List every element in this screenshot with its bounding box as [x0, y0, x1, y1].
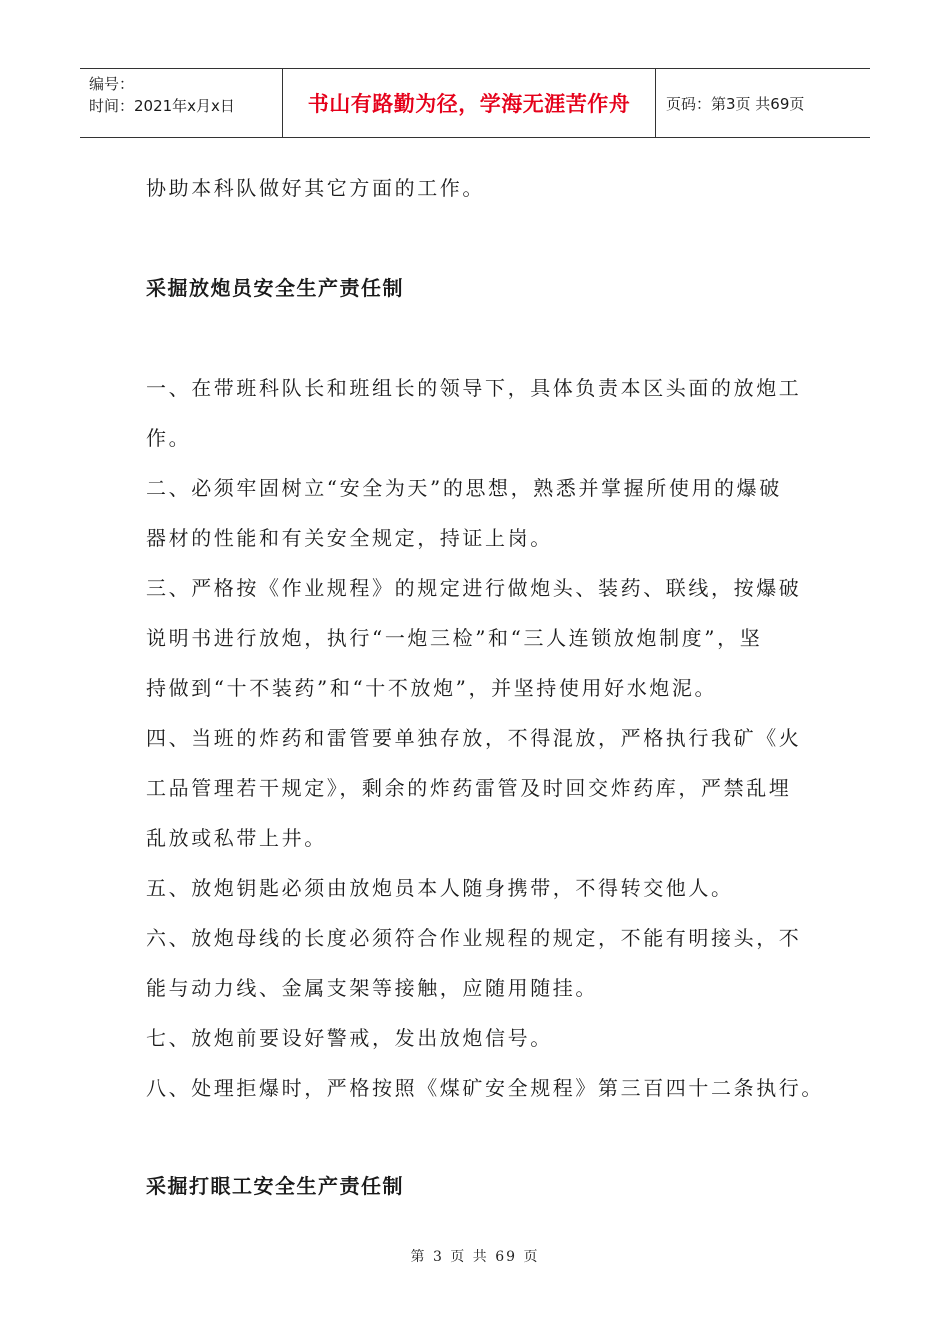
body-line: 三、严格按《作业规程》的规定进行做炮头、装药、联线，按爆破: [146, 576, 802, 600]
page-footer: 第 3 页 共 69 页: [410, 1249, 540, 1265]
body-line: 器材的性能和有关安全规定，持证上岗。: [146, 526, 553, 550]
body-line: 二、必须牢固树立“安全为天”的思想，熟悉并掌握所使用的爆破: [146, 476, 782, 500]
body-line: 作。: [146, 426, 192, 450]
body-line: 乱放或私带上井。: [146, 826, 327, 850]
body-line: 一、在带班科队长和班组长的领导下，具体负责本区头面的放炮工: [146, 376, 802, 400]
body-line: 八、处理拒爆时，严格按照《煤矿安全规程》第三百四十二条执行。: [146, 1076, 824, 1100]
body-line: 能与动力线、金属支架等接触，应随用随挂。: [146, 976, 598, 1000]
body-line: 七、放炮前要设好警戒，发出放炮信号。: [146, 1026, 553, 1050]
number-label: 编号：: [89, 75, 135, 93]
body-line: 四、当班的炸药和雷管要单独存放，不得混放，严格执行我矿《火: [146, 726, 802, 750]
section-heading-blaster: 采掘放炮员安全生产责任制: [146, 276, 404, 300]
body-line: 工品管理若干规定》，剩余的炸药雷管及时回交炸药库，严禁乱埋: [146, 776, 792, 800]
header-motto: 书山有路勤为径，学海无涯苦作舟: [282, 69, 656, 137]
body-line: 说明书进行放炮，执行“一炮三检”和“三人连锁放炮制度”，坚: [146, 626, 763, 650]
section-heading-driller: 采掘打眼工安全生产责任制: [146, 1174, 404, 1198]
body-line: 六、放炮母线的长度必须符合作业规程的规定，不能有明接头，不: [146, 926, 802, 950]
header-page-label: 页码：第3页 共69页: [666, 94, 805, 113]
body-line: 持做到“十不装药”和“十不放炮”，并坚持使用好水炮泥。: [146, 676, 718, 700]
body-line: 五、放炮钥匙必须由放炮员本人随身携带，不得转交他人。: [146, 876, 734, 900]
page-header: [80, 68, 870, 138]
intro-line: 协助本科队做好其它方面的工作。: [146, 176, 485, 200]
header-meta: [80, 69, 282, 137]
date-label: 时间：2021年x月x日: [89, 97, 235, 115]
